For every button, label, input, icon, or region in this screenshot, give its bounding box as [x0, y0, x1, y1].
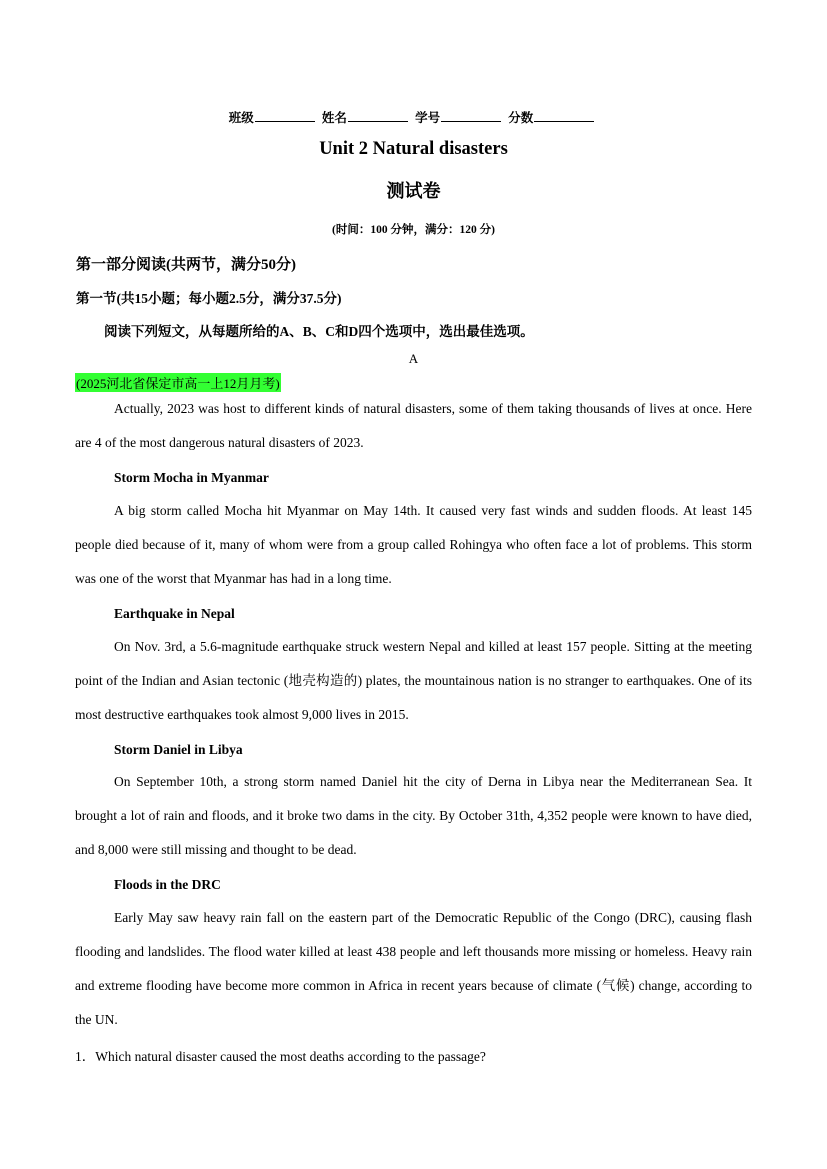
page-subtitle: 测试卷 — [386, 181, 441, 202]
question-number: 1． — [75, 1049, 96, 1064]
part-heading: 第一部分阅读(共两节，满分50分) — [76, 257, 296, 273]
instruction-text: 阅读下列短文，从每题所给的A、B、C和D四个选项中，选出最佳选项。 — [104, 324, 534, 339]
student-info-line — [0, 108, 827, 126]
class-blank — [255, 110, 315, 122]
question-1 — [75, 1045, 486, 1065]
time-note: (时间：100 分钟，满分：120 分) — [332, 224, 495, 236]
class-label: 班级 — [228, 111, 254, 125]
name-blank — [348, 110, 408, 122]
id-label: 学号 — [415, 111, 441, 125]
section-heading-daniel: Storm Daniel in Libya — [114, 742, 243, 757]
score-label: 分数 — [508, 111, 534, 125]
question-text: Which natural disaster caused the most deaths according to the passage? — [95, 1049, 486, 1064]
intro-paragraph: Actually, 2023 was host to different kinds of natural disasters, some of them taking thousands of lives at once. Here are 4 of the most dangerous natural disasters of 2023. — [75, 401, 752, 450]
name-label: 姓名 — [321, 111, 347, 125]
paragraph-drc: Early May saw heavy rain fall on the eastern part of the Democratic Republic of the Congo (DRC), causing flash flooding and landslides. The flood water killed at least 438 people and left thousands more missing or homeless. Heavy rain and extreme flooding have become more common in Africa in recent years because of climate (气候) change, according to the UN. — [75, 910, 752, 1027]
passage-letter: A — [408, 351, 419, 366]
paragraph-mocha: A big storm called Mocha hit Myanmar on May 14th. It caused very fast winds and sudden floods. At least 145 people died because of it, many of whom were from a group called Rohingya who often face a lot of problems. This storm was one of the worst that Myanmar has had in a long time. — [75, 503, 752, 586]
section-heading: 第一节(共15小题；每小题2.5分，满分37.5分) — [76, 291, 342, 306]
section-heading-mocha: Storm Mocha in Myanmar — [114, 470, 269, 485]
section-heading-nepal: Earthquake in Nepal — [114, 606, 235, 621]
paragraph-daniel: On September 10th, a strong storm named Daniel hit the city of Derna in Libya near the Mediterranean Sea. It brought a lot of rain and floods, and it broke two dams in the city. By October 31th, 4,352 people were known to have died, and 8,000 were still missing and thought to be dead. — [75, 774, 752, 857]
paragraph-nepal: On Nov. 3rd, a 5.6-magnitude earthquake struck western Nepal and killed at least 157 people. Sitting at the meeting point of the Indian and Asian tectonic (地壳构造的) plates, the mountainous nation is no stranger to earthquakes. One of its most destructive earthquakes took almost 9,000 lives in 2015. — [75, 639, 752, 722]
page-title: Unit 2 Natural disasters — [319, 139, 508, 159]
source-highlight: (2025河北省保定市高一上12月月考) — [75, 373, 281, 392]
id-blank — [441, 110, 501, 122]
section-heading-drc: Floods in the DRC — [114, 877, 221, 892]
score-blank — [534, 110, 594, 122]
